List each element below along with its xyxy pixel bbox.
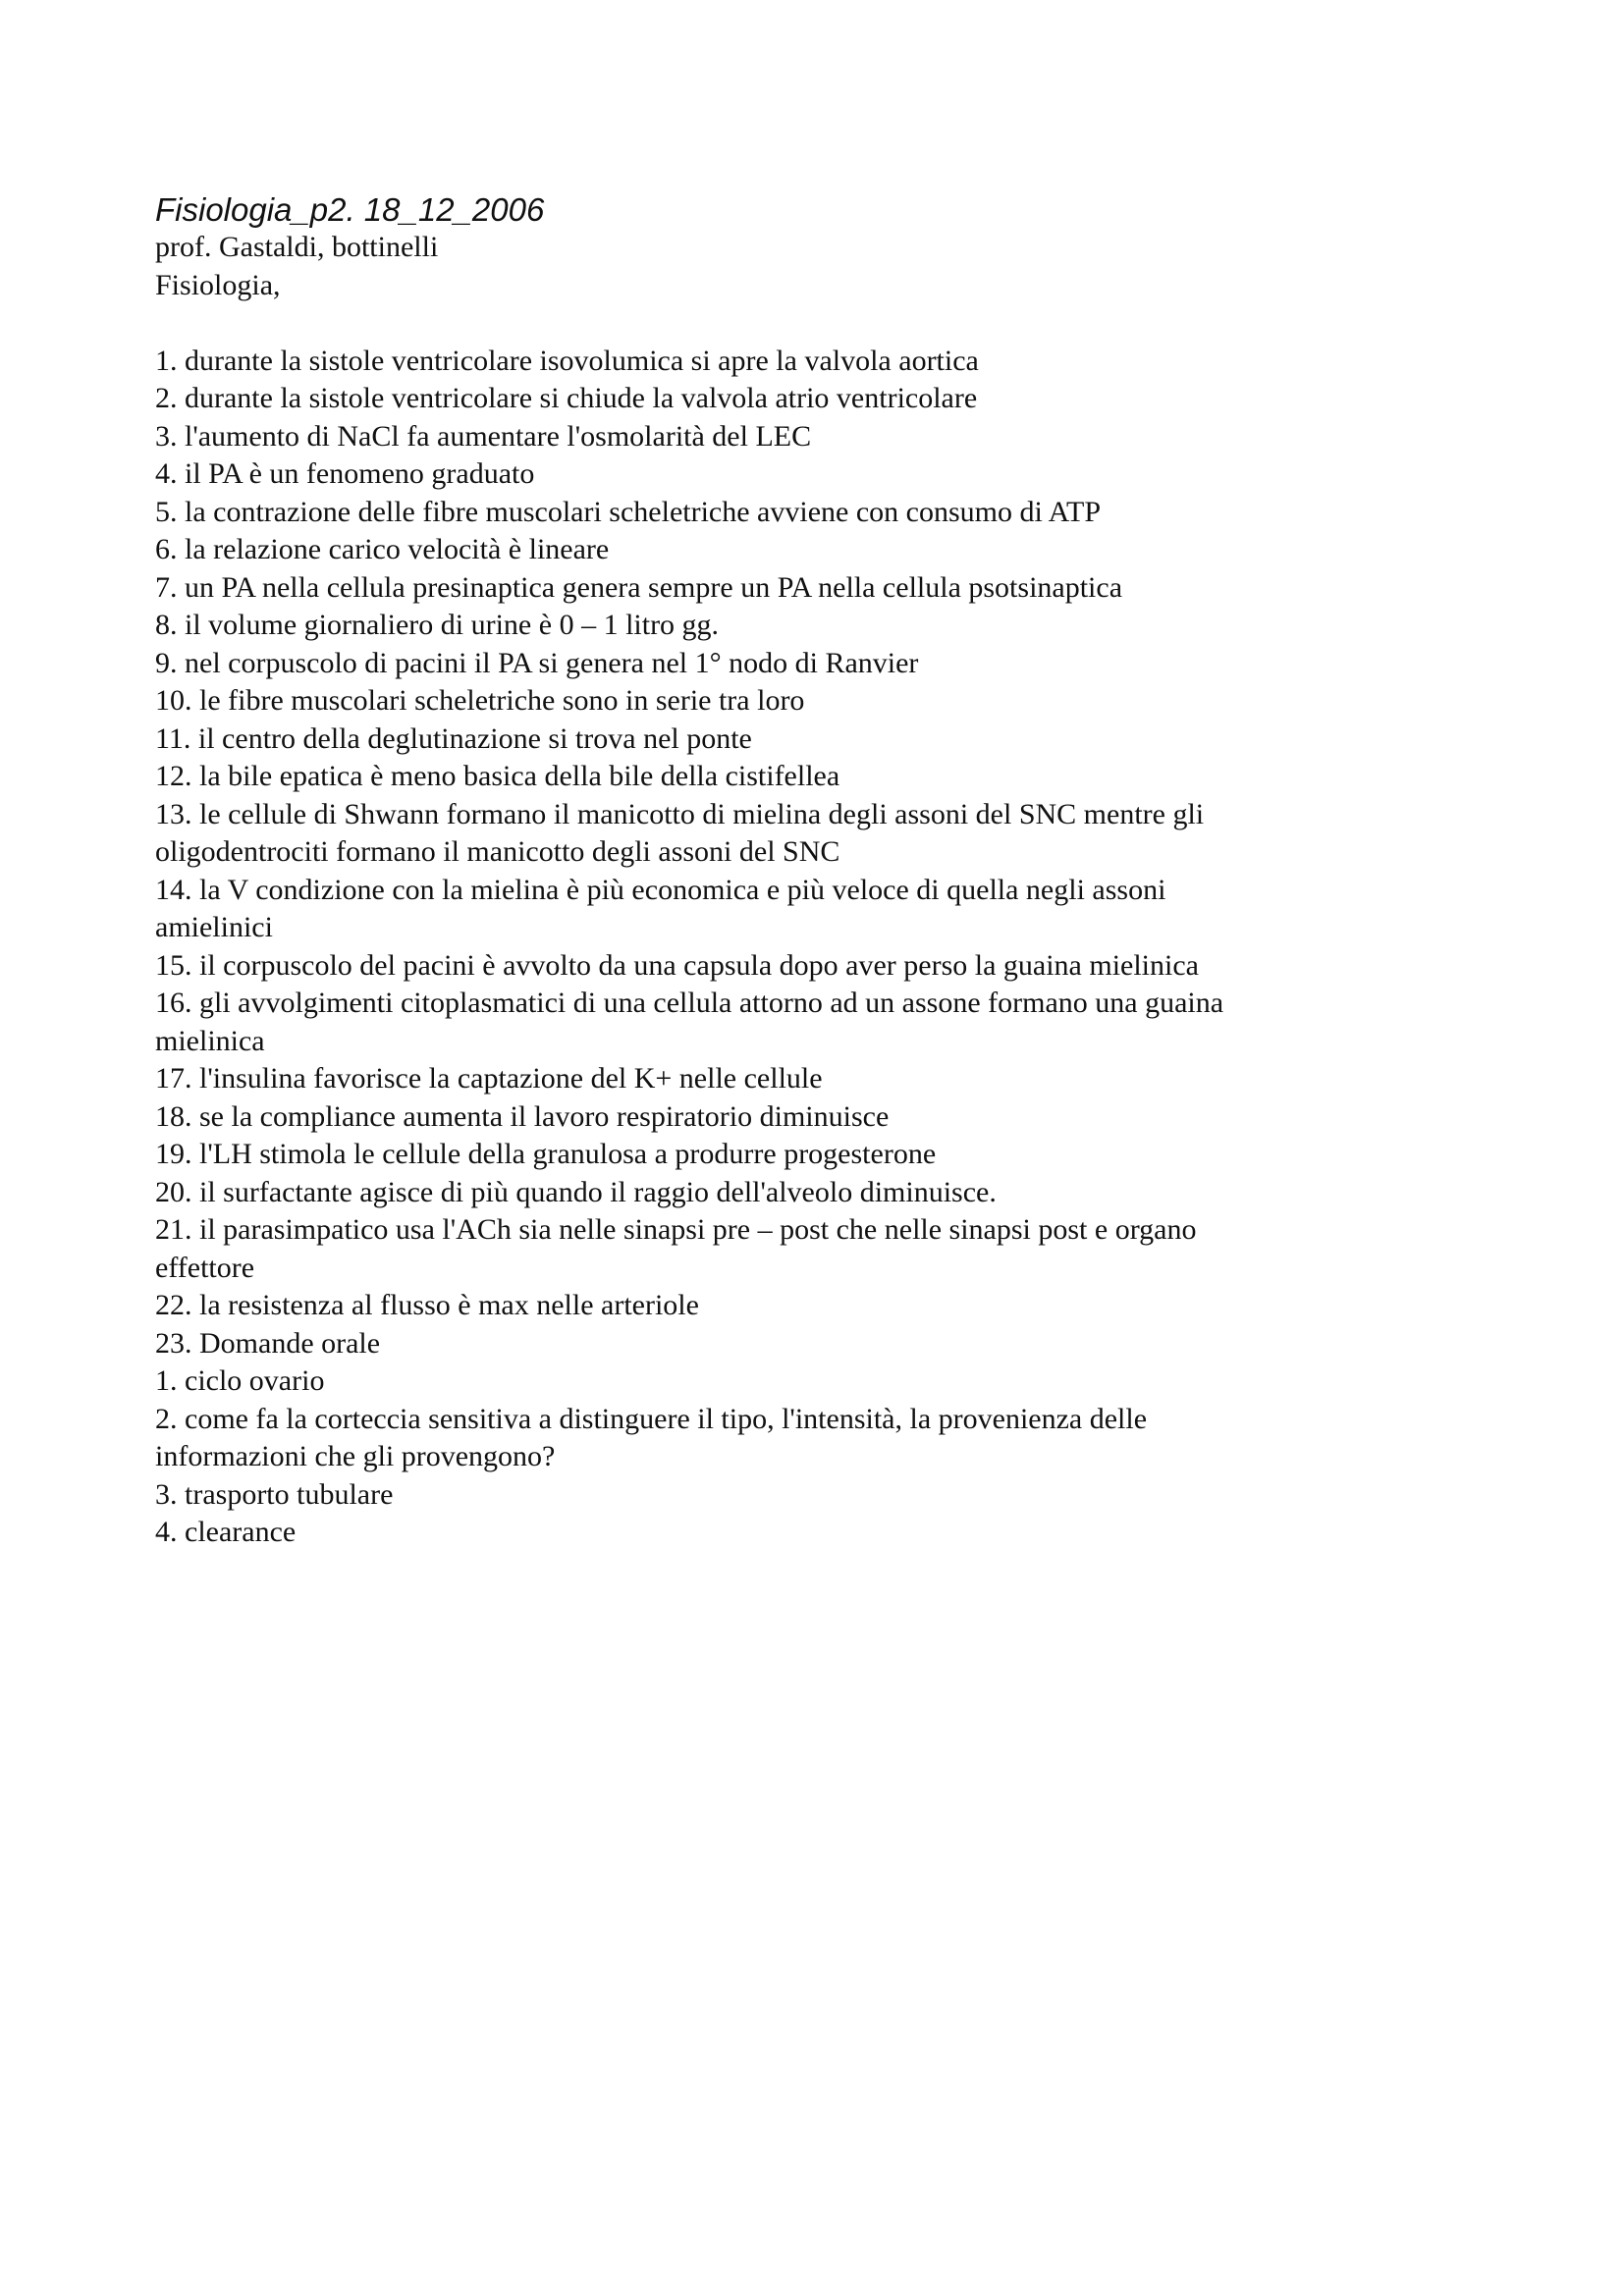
oral-question-item: 1. ciclo ovario — [155, 1364, 325, 1397]
document-content — [155, 191, 1274, 1552]
question-item: 7. un PA nella cellula presinaptica genera sempre un PA nella cellula psotsinaptica — [155, 570, 1123, 604]
question-item: 20. il surfactante agisce di più quando il raggio dell'alveolo diminuisce. — [155, 1175, 997, 1208]
question-item: 21. il parasimpatico usa l'ACh sia nelle sinapsi pre – post che nelle sinapsi post e organo effettore — [155, 1213, 1197, 1284]
document-title: Fisiologia_p2. 18_12_2006 — [155, 191, 545, 228]
question-item: 23. Domande orale — [155, 1326, 381, 1360]
question-item: 1. durante la sistole ventricolare isovolumica si apre la valvola aortica — [155, 344, 979, 377]
question-item: 12. la bile epatica è meno basica della bile della cistifellea — [155, 760, 840, 792]
spacer — [155, 304, 1274, 343]
question-item: 13. le cellule di Shwann formano il manicotto di mielina degli assoni del SNC mentre gli oligodentrociti formano il manicotto degli assoni del SNC — [155, 797, 1205, 868]
question-item: 9. nel corpuscolo di pacini il PA si genera nel 1° nodo di Ranvier — [155, 646, 919, 679]
question-item: 4. il PA è un fenomeno graduato — [155, 457, 535, 490]
oral-question-item: 4. clearance — [155, 1516, 297, 1548]
question-item: 14. la V condizione con la mielina è più economica e più veloce di quella negli assoni amielinici — [155, 873, 1166, 943]
question-item: 22. la resistenza al flusso è max nelle arteriole — [155, 1289, 699, 1321]
subject-line: Fisiologia, — [155, 268, 281, 301]
question-item: 3. l'aumento di NaCl fa aumentare l'osmolarità del LEC — [155, 419, 812, 453]
question-item: 10. le fibre muscolari scheletriche sono in serie tra loro — [155, 684, 805, 717]
question-item: 2. durante la sistole ventricolare si chiude la valvola atrio ventricolare — [155, 382, 978, 414]
question-item: 8. il volume giornaliero di urine è 0 – 1 litro gg. — [155, 609, 720, 641]
question-item: 19. l'LH stimola le cellule della granulosa a produrre progesterone — [155, 1138, 937, 1170]
question-item: 18. se la compliance aumenta il lavoro respiratorio diminuisce — [155, 1099, 890, 1133]
question-item: 16. gli avvolgimenti citoplasmatici di una cellula attorno ad un assone formano una guaina mielinica — [155, 987, 1224, 1057]
question-item: 6. la relazione carico velocità è lineare — [155, 533, 610, 565]
oral-question-list — [155, 1362, 1274, 1552]
professors-line: prof. Gastaldi, bottinelli — [155, 231, 439, 263]
question-item: 17. l'insulina favorisce la captazione del K+ nelle cellule — [155, 1062, 823, 1095]
question-item: 5. la contrazione delle fibre muscolari scheletriche avviene con consumo di ATP — [155, 495, 1102, 528]
question-item: 11. il centro della deglutinazione si trova nel ponte — [155, 721, 752, 755]
oral-question-item: 3. trasporto tubulare — [155, 1477, 394, 1511]
oral-question-item: 2. come fa la corteccia sensitiva a distinguere il tipo, l'intensità, la provenienza delle informazioni che gli provengono? — [155, 1402, 1148, 1472]
question-list — [155, 343, 1274, 1363]
question-item: 15. il corpuscolo del pacini è avvolto da una capsula dopo aver perso la guaina mielinica — [155, 948, 1199, 982]
